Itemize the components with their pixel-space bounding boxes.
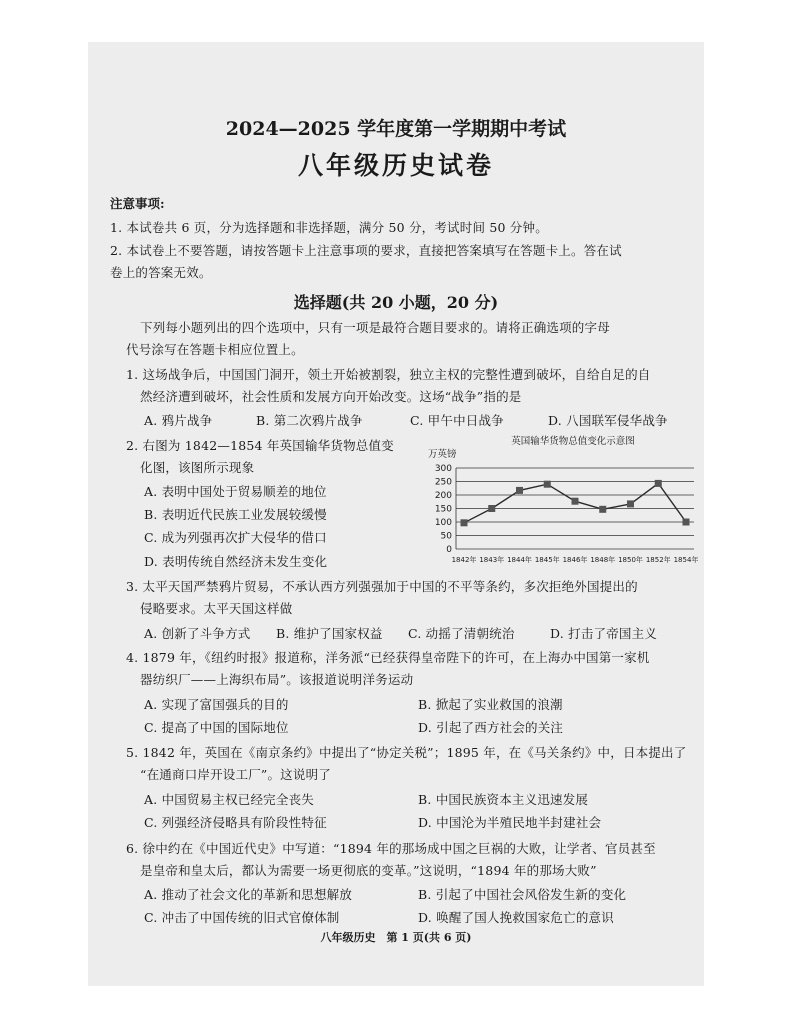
chart-x-tick-label: 1842年	[451, 556, 477, 564]
chart-y-tick-label: 150	[434, 504, 452, 515]
q5-stem-b: “在通商口岸开设工厂”。这说明了	[140, 767, 331, 782]
chart-x-tick-label: 1846年	[562, 556, 588, 564]
q4-option-c: C. 提高了中国的国际地位	[144, 720, 289, 735]
chart-point	[488, 505, 495, 512]
q4-option-b: B. 掀起了实业救国的浪潮	[418, 697, 563, 712]
section-title: 选择题(共 20 小题，20 分)	[293, 293, 499, 312]
chart-points	[461, 480, 690, 526]
notes-heading: 注意事项:	[110, 196, 165, 211]
q1-option-a: A. 鸦片战争	[144, 413, 213, 428]
chart-point	[516, 487, 523, 494]
chart-y-tick-label: 100	[434, 518, 452, 528]
q5-stem-a: 5. 1842 年，英国在《南京条约》中提出了“协定关税”；1895 年，在《马关条约》中，日本提出了	[126, 745, 687, 760]
page-footer: 八年级历史 第 1 页(共 6 页)	[320, 931, 472, 944]
q6-option-b: B. 引起了中国社会风俗发生新的变化	[418, 887, 627, 902]
chart-point	[683, 519, 690, 526]
q6-option-a: A. 推动了社会文化的革新和思想解放	[144, 887, 353, 902]
q2-option-c: C. 成为列强再次扩大侵华的借口	[144, 530, 327, 545]
section-intro-a: 下列每小题列出的四个选项中，只有一项是最符合题目要求的。请将正确选项的字母	[140, 320, 610, 335]
q2-option-b: B. 表明近代民族工业发展较缓慢	[144, 507, 327, 522]
q3-option-b: B. 维护了国家权益	[276, 626, 383, 641]
q2-option-d: D. 表明传统自然经济未发生变化	[144, 554, 328, 569]
q3-option-d: D. 打击了帝国主义	[550, 626, 658, 641]
chart-title: 英国输华货物总值变化示意图	[511, 436, 635, 447]
chart-point	[627, 500, 634, 507]
q1-option-d: D. 八国联军侵华战争	[548, 413, 668, 428]
chart-y-tick-label: 0	[446, 545, 452, 555]
q3-stem-a: 3. 太平天国严禁鸦片贸易，不承认西方列强强加于中国的不平等条约，多次拒绝外国提出的	[126, 579, 638, 594]
q2-stem-a: 2. 右图为 1842—1854 年英国输华货物总值变	[126, 438, 394, 453]
q5-option-b: B. 中国民族资本主义迅速发展	[418, 792, 589, 807]
trade-chart	[418, 434, 700, 572]
chart-point	[461, 519, 468, 526]
q1-stem-a: 1. 这场战争后，中国国门洞开，领土开始被割裂，独立主权的完整性遭到破坏，自给自足的自	[126, 367, 651, 382]
q1-option-b: B. 第二次鸦片战争	[256, 413, 363, 428]
chart-y-tick-label: 200	[434, 491, 452, 501]
chart-y-ticks	[435, 464, 452, 555]
q6-stem-a: 6. 徐中约在《中国近代史》中写道：“1894 年的那场成中国之巨祸的大败，让学者、官员甚至	[126, 841, 656, 856]
chart-point	[655, 480, 662, 487]
q3-option-a: A. 创新了斗争方式	[144, 626, 251, 641]
q4-stem-a: 4. 1879 年，《纽约时报》报道称，洋务派“已经获得皇帝陛下的许可，在上海办中国第一家机	[126, 650, 650, 665]
chart-x-tick-label: 1843年	[479, 556, 505, 564]
q4-stem-b: 器纺织厂——上海织布局”。该报道说明洋务运动	[140, 672, 414, 687]
q1-stem-b: 然经济遭到破坏，社会性质和发展方向开始改变。这场“战争”指的是	[140, 389, 522, 404]
q2-option-a: A. 表明中国处于贸易顺差的地位	[144, 484, 327, 499]
q6-option-d: D. 唤醒了国人挽救国家危亡的意识	[418, 910, 614, 925]
q6-stem-b: 是皇帝和皇太后，都认为需要一场更彻底的变革。”这说明，“1894 年的那场大败”	[140, 863, 597, 878]
chart-x-tick-label: 1854年	[673, 556, 699, 564]
chart-point	[544, 481, 551, 488]
chart-x-tick-label: 1844年	[507, 556, 532, 564]
chart-y-axis-label: 万英镑	[428, 449, 457, 460]
chart-x-tick-label: 1852年	[645, 556, 671, 564]
exam-subtitle: 八年级历史试卷	[297, 151, 494, 180]
q2-stem-b: 化图，该图所示现象	[140, 460, 255, 475]
q3-option-c: C. 动摇了清朝统治	[408, 626, 515, 641]
q5-option-c: C. 列强经济侵略具有阶段性特征	[144, 815, 327, 830]
exam-page	[88, 42, 704, 986]
chart-x-tick-label: 1845年	[534, 556, 560, 564]
chart-x-tick-label: 1848年	[590, 556, 616, 564]
q4-option-d: D. 引起了西方社会的关注	[418, 720, 564, 735]
chart-point	[599, 506, 606, 513]
trade-chart-svg	[418, 434, 700, 572]
q1-option-c: C. 甲午中日战争	[410, 413, 504, 428]
q6-option-c: C. 冲击了中国传统的旧式官僚体制	[144, 910, 340, 925]
chart-x-tick-label: 1850年	[618, 556, 643, 564]
chart-y-tick-label: 50	[440, 531, 452, 542]
chart-x-ticks	[452, 555, 699, 564]
notes-line-2b: 卷上的答案无效。	[110, 265, 212, 280]
section-intro-b: 代号涂写在答题卡相应位置上。	[126, 342, 304, 357]
q3-stem-b: 侵略要求。太平天国这样做	[140, 601, 293, 616]
q4-option-a: A. 实现了富国强兵的目的	[144, 697, 289, 712]
q5-option-a: A. 中国贸易主权已经完全丧失	[144, 792, 314, 807]
notes-line-1: 1. 本试卷共 6 页，分为选择题和非选择题，满分 50 分，考试时间 50 分钟。	[110, 220, 548, 235]
chart-y-tick-label: 250	[434, 477, 452, 488]
chart-y-tick-label: 300	[434, 464, 452, 474]
notes-line-2a: 2. 本试卷上不要答题，请按答题卡上注意事项的要求，直接把答案填写在答题卡上。答在试	[110, 243, 622, 258]
q5-option-d: D. 中国沦为半殖民地半封建社会	[418, 815, 602, 830]
chart-point	[572, 498, 579, 505]
exam-title: 2024—2025 学年度第一学期期中考试	[225, 118, 567, 140]
